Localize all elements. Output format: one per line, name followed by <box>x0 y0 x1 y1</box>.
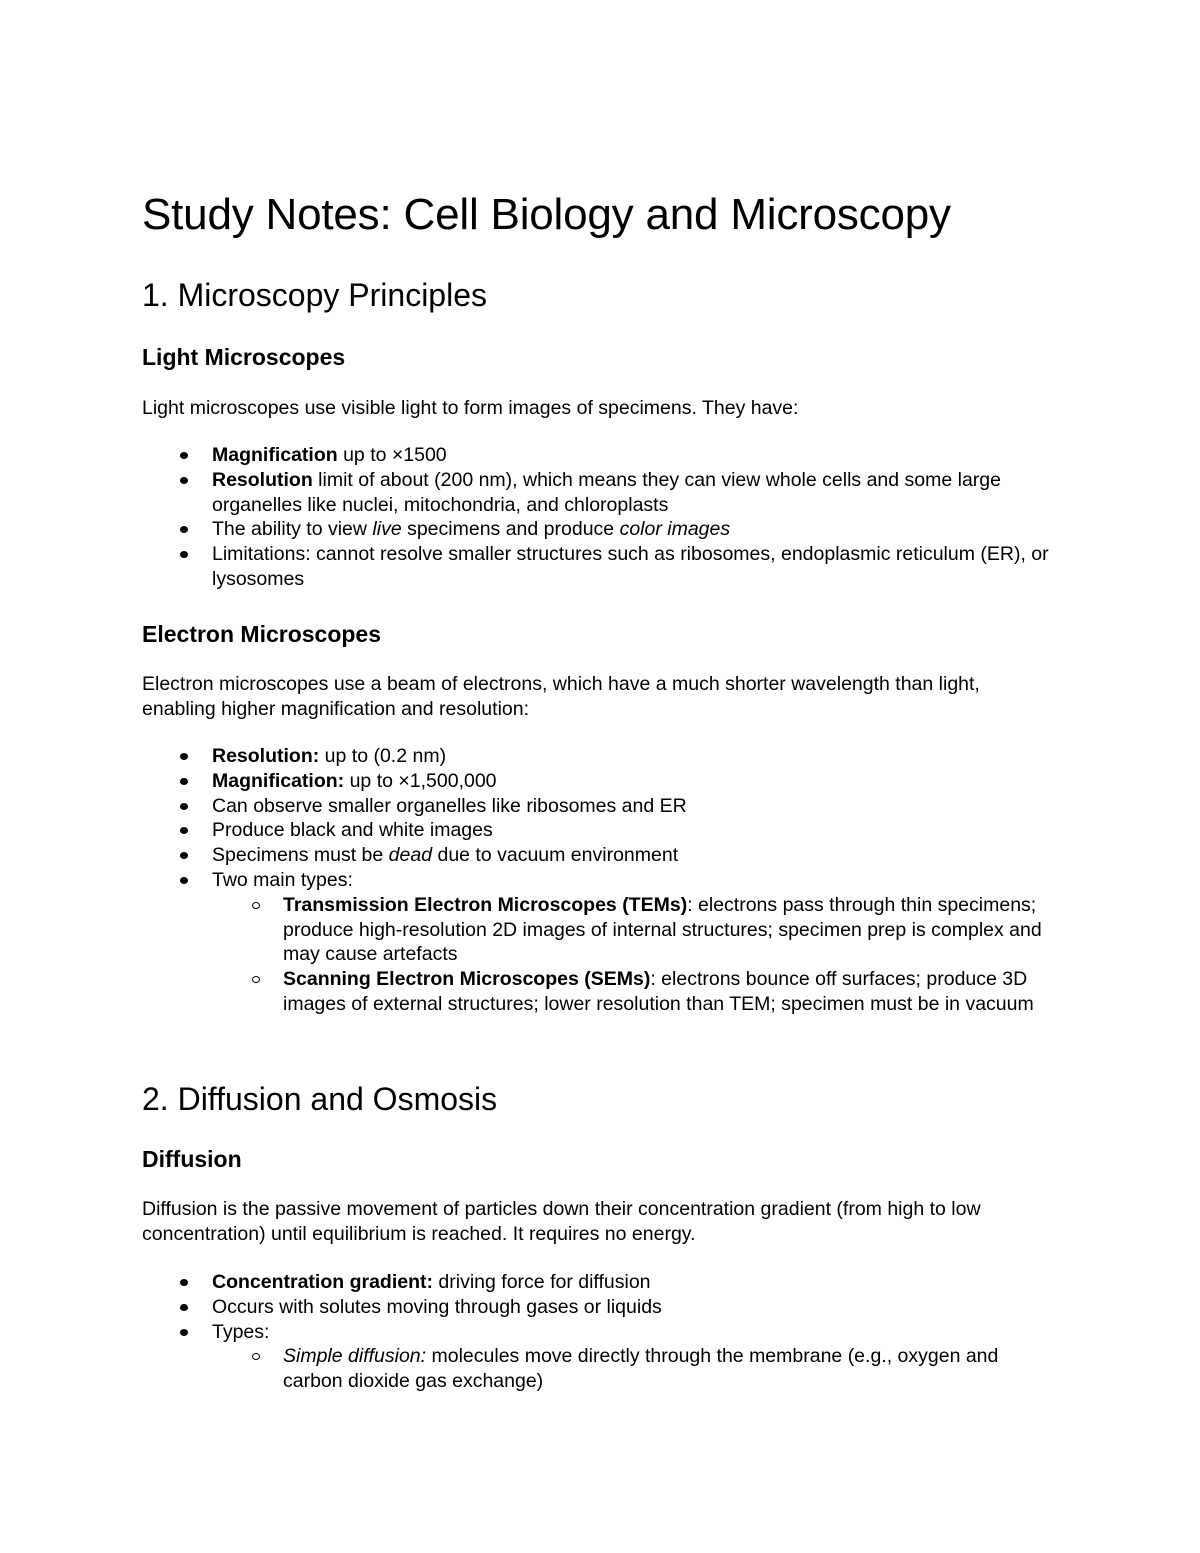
subsection-heading-light-microscopes: Light Microscopes <box>142 344 346 370</box>
list-item <box>142 1320 1072 1394</box>
page-title: Study Notes: Cell Biology and Microscopy <box>142 190 951 239</box>
hollow-bullet-icon <box>252 1353 260 1360</box>
item-text: Produce black and white images <box>212 819 493 842</box>
term-label: Resolution <box>212 468 313 491</box>
bullet-icon <box>180 477 188 484</box>
section-heading-diffusion-and-osmosis: 2. Diffusion and Osmosis <box>142 1081 498 1117</box>
sub-list <box>212 1344 1072 1394</box>
bullet-icon <box>180 452 188 459</box>
subsection-heading-electron-microscopes: Electron Microscopes <box>142 621 382 647</box>
list-item <box>142 1270 1072 1295</box>
subsection-heading-diffusion: Diffusion <box>142 1146 242 1172</box>
item-text: up to (0.2 nm) <box>319 745 447 767</box>
term-label: Resolution: <box>212 745 320 767</box>
diffusion-list <box>142 1270 1072 1394</box>
list-item <box>142 769 1072 794</box>
item-text: : electrons pass through thin specimens; produce high-resolution 2D images of internal structures; specimen prep is complex and may cause artefacts <box>283 893 1042 966</box>
item-text: molecules move directly through the membrane (e.g., oxygen and carbon dioxide gas exchange) <box>283 1345 999 1393</box>
list-item <box>142 468 1072 518</box>
emphasis-text: Simple diffusion: <box>283 1345 427 1368</box>
bullet-icon <box>180 803 188 810</box>
term-label: Magnification <box>212 444 338 466</box>
item-text: specimens and produce <box>401 518 620 541</box>
item-text: Can observe smaller organelles like ribosomes and ER <box>212 794 687 817</box>
sub-list <box>212 893 1072 1017</box>
list-item <box>142 1295 1072 1320</box>
item-text: limit of about (200 nm), which means they can view whole cells and some large organelles like nuclei, mitochondria, and chloroplasts <box>212 468 1001 516</box>
bullet-icon <box>180 827 188 834</box>
bullet-icon <box>180 852 188 859</box>
sub-list-item <box>142 967 1053 1017</box>
list-item <box>142 794 1072 819</box>
diffusion-intro: Diffusion is the passive movement of particles down their concentration gradient (from high to low concentration) until equilibrium is reached. It requires no energy. <box>142 1198 981 1245</box>
item-text: up to ×1,500,000 <box>344 769 497 792</box>
emphasis-text: color images <box>619 518 731 541</box>
bullet-icon <box>180 778 188 785</box>
bullet-icon <box>180 877 188 884</box>
bullet-icon <box>180 551 188 558</box>
light-microscopes-list <box>142 443 1072 592</box>
term-label: Scanning Electron Microscopes (SEMs) <box>283 968 651 991</box>
term-label: Concentration gradient: <box>212 1271 434 1293</box>
sub-list-item <box>142 1344 1053 1394</box>
list-item <box>142 843 1072 868</box>
item-text: The ability to view <box>212 518 373 541</box>
item-text: Two main types: <box>212 868 353 891</box>
bullet-icon <box>180 753 188 760</box>
sub-list-item <box>142 893 1053 967</box>
bullet-icon <box>180 1279 188 1286</box>
list-item <box>142 443 1072 468</box>
term-label: Magnification: <box>212 769 345 792</box>
list-item <box>142 818 1072 843</box>
bullet-icon <box>180 1329 188 1336</box>
item-text: Specimens must be <box>212 844 389 867</box>
list-item <box>142 868 1072 1017</box>
item-text: due to vacuum environment <box>432 844 679 867</box>
item-text: : electrons bounce off surfaces; produce 3D images of external structures; lower resolution than TEM; specimen must be in vacuum <box>283 968 1034 1015</box>
item-text: Occurs with solutes moving through gases or liquids <box>212 1295 662 1318</box>
item-text: Types: <box>212 1320 270 1343</box>
hollow-bullet-icon <box>252 902 260 909</box>
bullet-icon <box>180 1304 188 1311</box>
item-text: Limitations: cannot resolve smaller structures such as ribosomes, endoplasmic reticulum (ER), or lysosomes <box>212 543 1049 590</box>
list-item <box>142 744 1072 769</box>
list-item <box>142 542 1072 592</box>
bullet-icon <box>180 526 188 533</box>
hollow-bullet-icon <box>252 976 260 983</box>
item-text: up to ×1500 <box>337 444 447 466</box>
electron-microscopes-intro: Electron microscopes use a beam of electrons, which have a much shorter wavelength than light, enabling higher magnification and resolution: <box>142 673 980 720</box>
electron-microscopes-list <box>142 744 1072 1017</box>
term-label: Transmission Electron Microscopes (TEMs) <box>283 893 688 916</box>
list-item <box>142 517 1072 542</box>
item-text: driving force for diffusion <box>433 1271 651 1293</box>
section-heading-microscopy-principles: 1. Microscopy Principles <box>142 277 487 313</box>
light-microscopes-intro: Light microscopes use visible light to form images of specimens. They have: <box>142 397 799 419</box>
emphasis-text: dead <box>388 844 433 867</box>
emphasis-text: live <box>372 518 402 541</box>
